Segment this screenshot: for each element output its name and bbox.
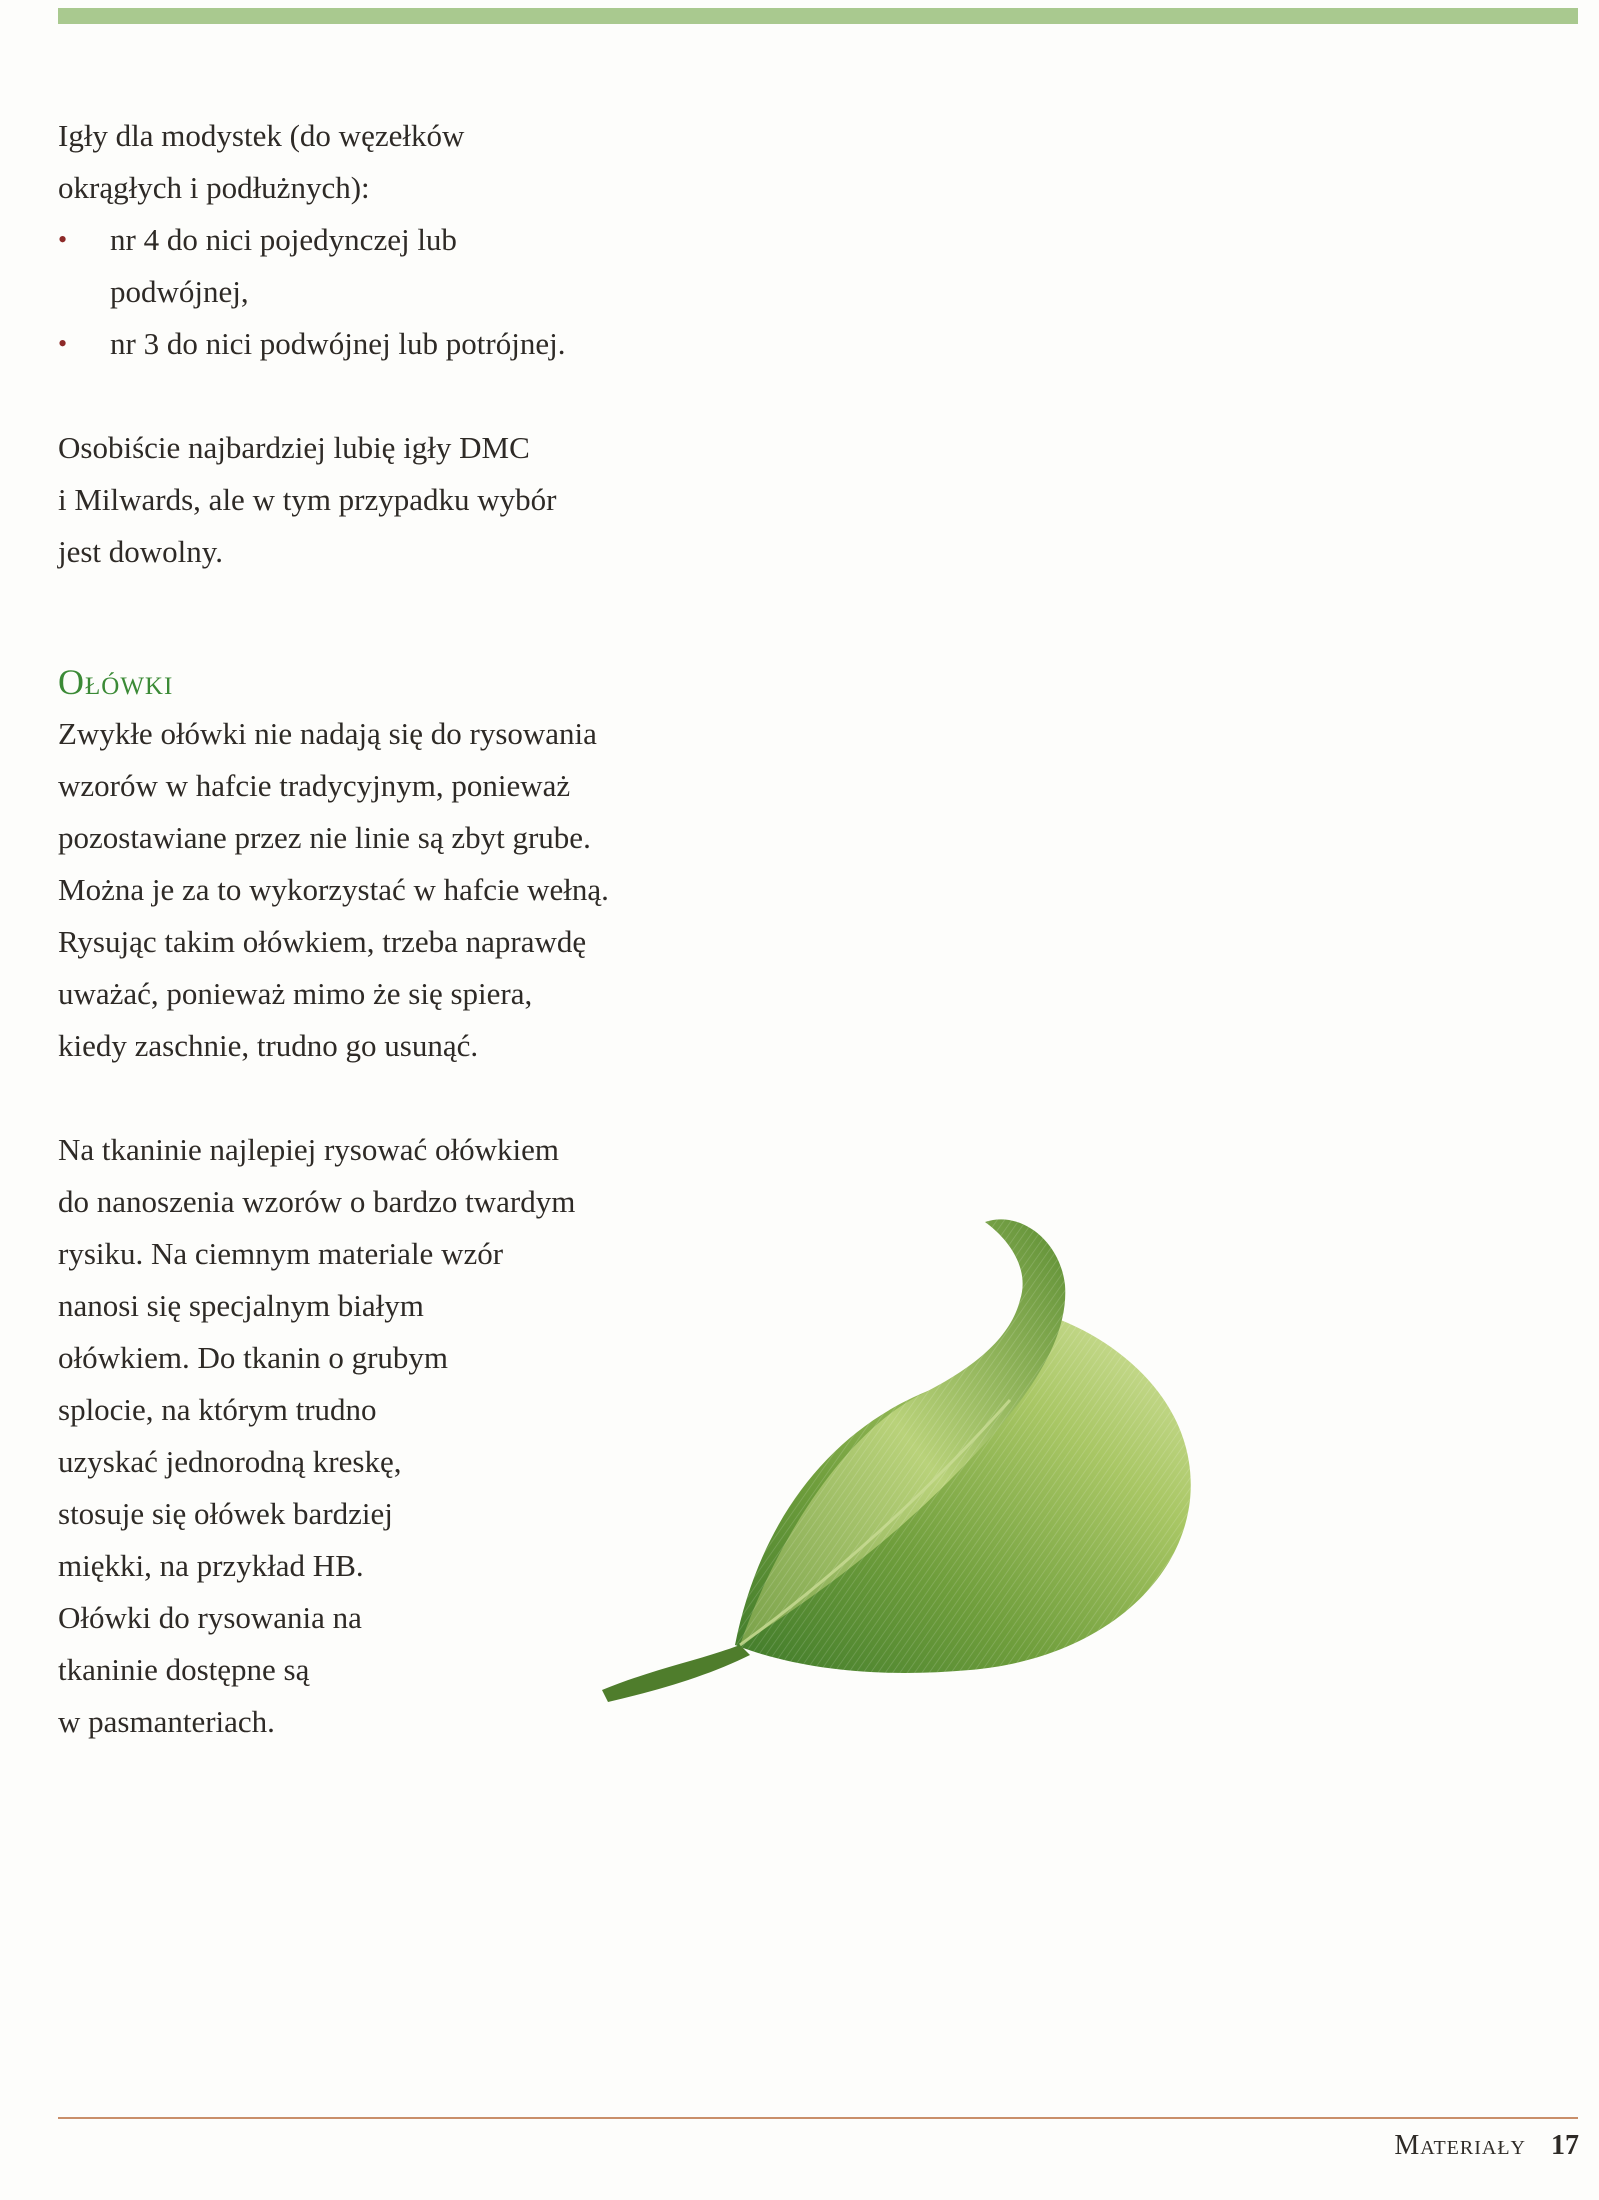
paragraph-line: splocie, na którym trudno <box>58 1392 377 1427</box>
paragraph-line: Osobiście najbardziej lubię igły DMC <box>58 430 530 465</box>
list-item-line: podwójnej, <box>110 274 249 309</box>
paragraph-line: Rysując takim ołówkiem, trzeba naprawdę <box>58 924 587 959</box>
paragraph-line: ołówkiem. Do tkanin o grubym <box>58 1340 449 1375</box>
intro-line: okrągłych i podłużnych): <box>58 170 370 205</box>
footer-section-name: Materiały <box>1394 2130 1526 2161</box>
bullet-icon: • <box>58 225 68 254</box>
paragraph-line: miękki, na przykład HB. <box>58 1548 364 1583</box>
embroidered-leaf-illustration <box>590 1100 1210 1720</box>
paragraph-line: stosuje się ołówek bardziej <box>58 1496 393 1531</box>
paragraph-line: pozostawiane przez nie linie są zbyt grube. <box>58 820 591 855</box>
paragraph-line: rysiku. Na ciemnym materiale wzór <box>58 1236 504 1271</box>
paragraph-line: Zwykłe ołówki nie nadają się do rysowania <box>58 716 597 751</box>
top-decorative-bar <box>58 8 1578 24</box>
paragraph-line: i Milwards, ale w tym przypadku wybór <box>58 482 557 517</box>
page-number: 17 <box>1551 2130 1579 2161</box>
intro-line: Igły dla modystek (do węzełków <box>58 118 465 153</box>
page-footer <box>1394 2130 1579 2162</box>
intro-paragraph <box>58 110 698 214</box>
leaf-stem <box>602 1645 750 1702</box>
section-heading: Ołówki <box>58 662 174 702</box>
list-item <box>58 318 698 370</box>
paragraph-line: uważać, ponieważ mimo że się spiera, <box>58 976 533 1011</box>
paragraph-line: Na tkaninie najlepiej rysować ołówkiem <box>58 1132 560 1167</box>
paragraph-line: do nanoszenia wzorów o bardzo twardym <box>58 1184 576 1219</box>
pencils-paragraph <box>58 708 698 1072</box>
bullet-icon: • <box>58 329 68 358</box>
list-item <box>58 214 698 318</box>
paragraph-line: uzyskać jednorodną kreskę, <box>58 1444 402 1479</box>
paragraph-line: Ołówki do rysowania na <box>58 1600 362 1635</box>
paragraph-line: kiedy zaschnie, trudno go usunąć. <box>58 1028 479 1063</box>
paragraph-line: Można je za to wykorzystać w hafcie wełną. <box>58 872 609 907</box>
needle-list <box>58 214 698 370</box>
list-item-line: nr 4 do nici pojedynczej lub <box>110 222 457 257</box>
paragraph-line: w pasmanteriach. <box>58 1704 275 1739</box>
paragraph-line: jest dowolny. <box>58 534 224 569</box>
paragraph-line: tkaninie dostępne są <box>58 1652 310 1687</box>
paragraph-line: nanosi się specjalnym białym <box>58 1288 424 1323</box>
footer-divider <box>58 2117 1578 2119</box>
needle-preference-paragraph <box>58 422 698 578</box>
list-item-line: nr 3 do nici podwójnej lub potrójnej. <box>110 326 566 361</box>
paragraph-line: wzorów w hafcie tradycyjnym, ponieważ <box>58 768 571 803</box>
